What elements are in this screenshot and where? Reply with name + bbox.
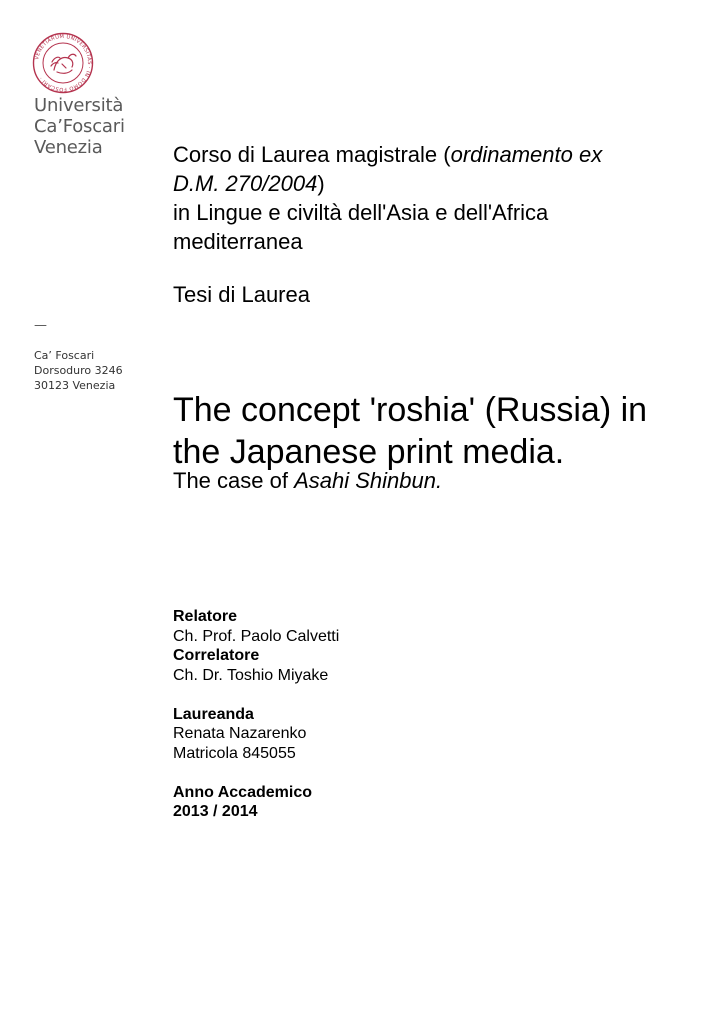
university-address (34, 348, 123, 393)
thesis-people (173, 607, 339, 822)
laureanda-label: Laureanda (173, 705, 254, 723)
anno-accademico-label: Anno Accademico (173, 783, 312, 801)
spacer (173, 685, 339, 705)
thesis-subtitle (173, 467, 442, 495)
course-line-1 (173, 140, 693, 169)
course-line-1-italic: ordinamento ex (450, 142, 603, 167)
address-line-2: Dorsoduro 3246 (34, 364, 123, 377)
university-name-line-1: Università (34, 95, 124, 116)
course-line-3: in Lingue e civiltà dell'Asia e dell'Africa (173, 200, 549, 225)
thesis-title-line-1: The concept 'roshia' (Russia) in (173, 391, 648, 429)
address-line-3: 30123 Venezia (34, 379, 116, 392)
thesis-subtitle-italic: Asahi Shinbun. (294, 468, 443, 493)
course-description (173, 140, 693, 256)
university-seal-logo (32, 32, 94, 94)
course-line-2-text: ) (317, 171, 325, 196)
spacer (173, 763, 339, 783)
course-line-1-text: Corso di Laurea magistrale ( (173, 142, 451, 167)
thesis-subtitle-text: The case of (173, 468, 295, 493)
thesis-title (173, 389, 647, 473)
course-line-4: mediterranea (173, 229, 303, 254)
address-line-1: Ca’ Foscari (34, 349, 95, 362)
svg-text:VENETIARUM UNIVERSITAS · IN DO: VENETIARUM UNIVERSITAS · IN DOMO FOSCARI · (34, 33, 93, 93)
laureanda-name: Renata Nazarenko (173, 725, 307, 742)
separator-dash: — (34, 318, 47, 333)
course-line-2-italic: D.M. 270/2004 (173, 171, 318, 196)
thesis-title-line-2: the Japanese print media. (173, 433, 565, 471)
relatore-name: Ch. Prof. Paolo Calvetti (173, 627, 340, 645)
university-name-line-2: Ca’Foscari (34, 116, 125, 137)
course-line-2 (173, 169, 693, 198)
thesis-type: Tesi di Laurea (173, 282, 310, 307)
university-name-line-3: Venezia (34, 137, 103, 158)
correlatore-name: Ch. Dr. Toshio Miyake (173, 666, 329, 684)
relatore-label: Relatore (173, 608, 238, 625)
correlatore-label: Correlatore (173, 647, 260, 664)
matricola: Matricola 845055 (173, 744, 296, 762)
anno-accademico-value: 2013 / 2014 (173, 803, 258, 820)
university-name (34, 95, 125, 158)
